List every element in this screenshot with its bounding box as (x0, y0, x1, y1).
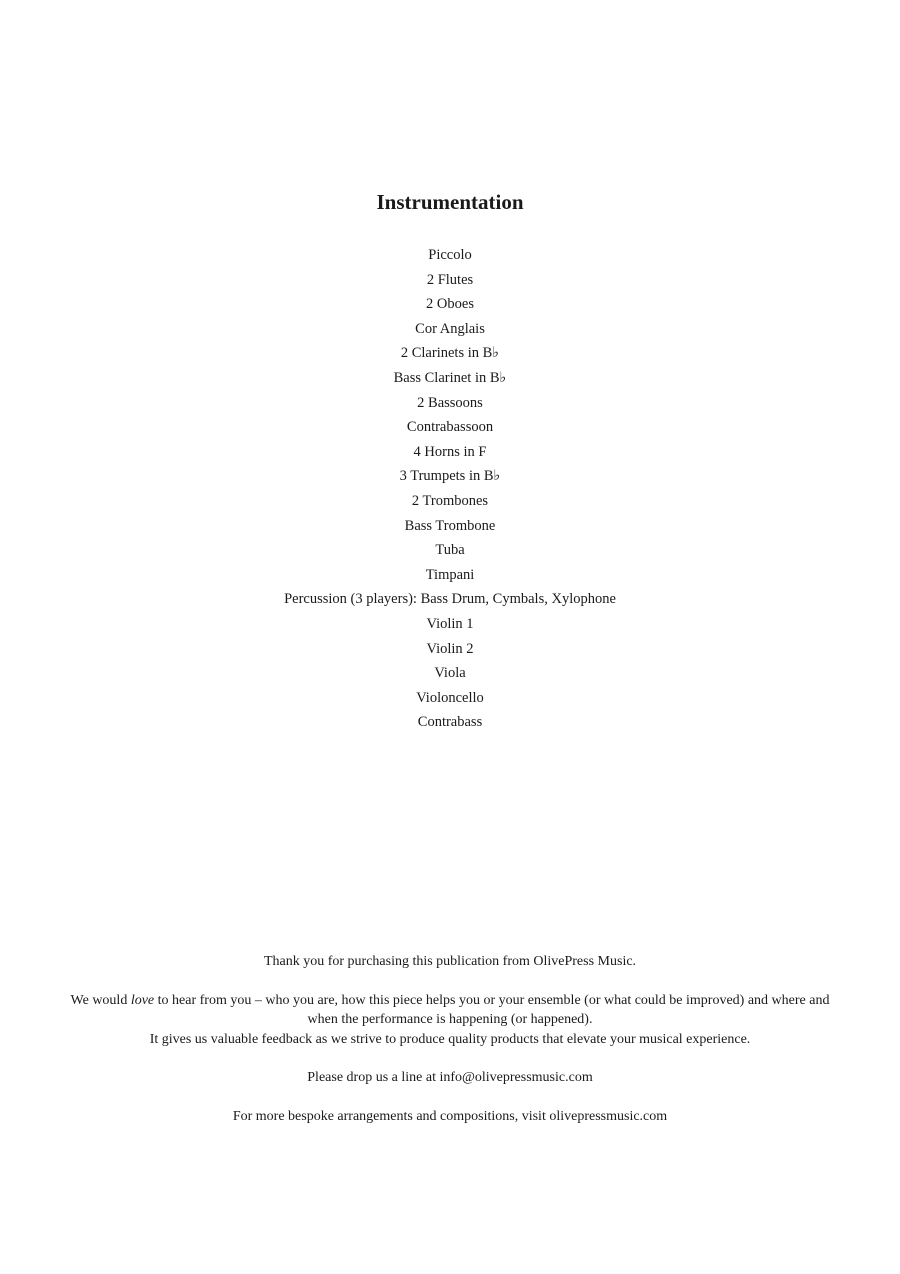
instrument-item: 3 Trumpets in B♭ (399, 468, 501, 485)
instrument-item: 4 Horns in F (413, 443, 487, 460)
instrument-item: 2 Flutes (426, 271, 474, 288)
more-info-text: For more bespoke arrangements and compositions, visit olivepressmusic.com (232, 1108, 668, 1124)
instrument-item: Piccolo (428, 247, 472, 263)
feedback-value-text: It gives us valuable feedback as we strive to produce quality products that elevate your musical experience. (149, 1031, 751, 1047)
feedback-emphasis: love (130, 992, 155, 1008)
instrument-item: Viola (434, 665, 466, 682)
instrument-item: Violoncello (416, 689, 484, 706)
contact-text: Please drop us a line at info@olivepressmusic.com (307, 1070, 593, 1085)
instrument-item: Timpani (425, 566, 475, 583)
instrument-item: Contrabassoon (406, 419, 494, 436)
instrument-item: Violin 1 (426, 615, 474, 632)
instrument-item: Tuba (435, 542, 465, 559)
instrument-list (0, 243, 900, 735)
instrument-item: 2 Bassoons (417, 394, 483, 411)
footer-notes (60, 952, 840, 1145)
instrument-item: Bass Trombone (404, 517, 496, 534)
instrument-item: Contrabass (417, 714, 483, 731)
instrument-item: Percussion (3 players): Bass Drum, Cymbals, Xylophone (284, 591, 616, 608)
feedback-text (60, 991, 840, 1030)
feedback-pre: We would (70, 992, 131, 1008)
feedback-post: to hear from you – who you are, how this piece helps you or your ensemble (or what could be improved) and where and when the performance is happening (or happened). (154, 992, 830, 1027)
instrument-item: 2 Clarinets in B♭ (400, 345, 500, 362)
instrument-item: 2 Oboes (426, 296, 474, 313)
page-title: Instrumentation (376, 190, 524, 214)
instrument-item: Violin 2 (426, 640, 474, 657)
thanks-text: Thank you for purchasing this publication from OlivePress Music. (263, 954, 637, 969)
instrument-item: Cor Anglais (415, 320, 485, 337)
instrument-item: Bass Clarinet in B♭ (393, 369, 507, 386)
instrument-item: 2 Trombones (411, 492, 489, 509)
